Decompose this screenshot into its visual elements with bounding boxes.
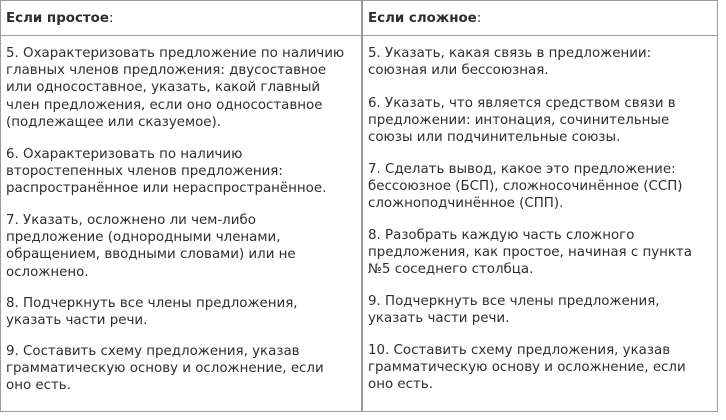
list-item: 10. Составить схему предложения, указав грамматическую основу и осложнение, если оно есть.: [368, 343, 686, 393]
list-item: 7. Сделать вывод, какое это предложение: бессоюзное (БСП), сложносочинённое (ССП) сложноподчинённое (СПП).: [368, 162, 683, 212]
column-title: Если сложное: [368, 11, 477, 26]
list-item: 9. Составить схему предложения, указав грамматическую основу и осложнение, если оно есть.: [6, 344, 324, 394]
list-item: 6. Охарактеризовать по наличию второстепенных членов предложения: распространённое или нераспространённое.: [6, 147, 327, 197]
column-title-colon: :: [476, 11, 482, 26]
column-header-simple: [6, 10, 113, 27]
header-divider: [363, 35, 717, 36]
column-simple: [1, 1, 361, 411]
list-item: 8. Разобрать каждую часть сложного предложения, как простое, начиная с пункта №5 соседнего столбца.: [368, 228, 693, 278]
list-item: 8. Подчеркнуть все члены предложения, указать части речи.: [6, 296, 298, 329]
column-title: Если простое: [6, 11, 109, 26]
list-item: 6. Указать, что является средством связи в предложении: интонация, сочинительные союзы или подчинительные союзы.: [368, 96, 676, 146]
list-item: 9. Подчеркнуть все члены предложения, указать части речи.: [368, 294, 660, 327]
column-complex: [363, 1, 717, 411]
list-item: 5. Охарактеризовать предложение по наличию главных членов предложения: двусоставное или односоставное, указать, какой главный член предложения, если оно односоставное (подлежащее или сказуемое).: [6, 46, 345, 130]
list-item: 7. Указать, осложнено ли чем-либо предложение (однородными членами, обращением, вводными словами) или не осложнено.: [6, 213, 296, 280]
list-item: 5. Указать, какая связь в предложении: союзная или бессоюзная.: [368, 46, 652, 79]
column-header-complex: [368, 10, 481, 27]
header-divider: [1, 35, 361, 36]
column-title-colon: :: [108, 11, 114, 26]
